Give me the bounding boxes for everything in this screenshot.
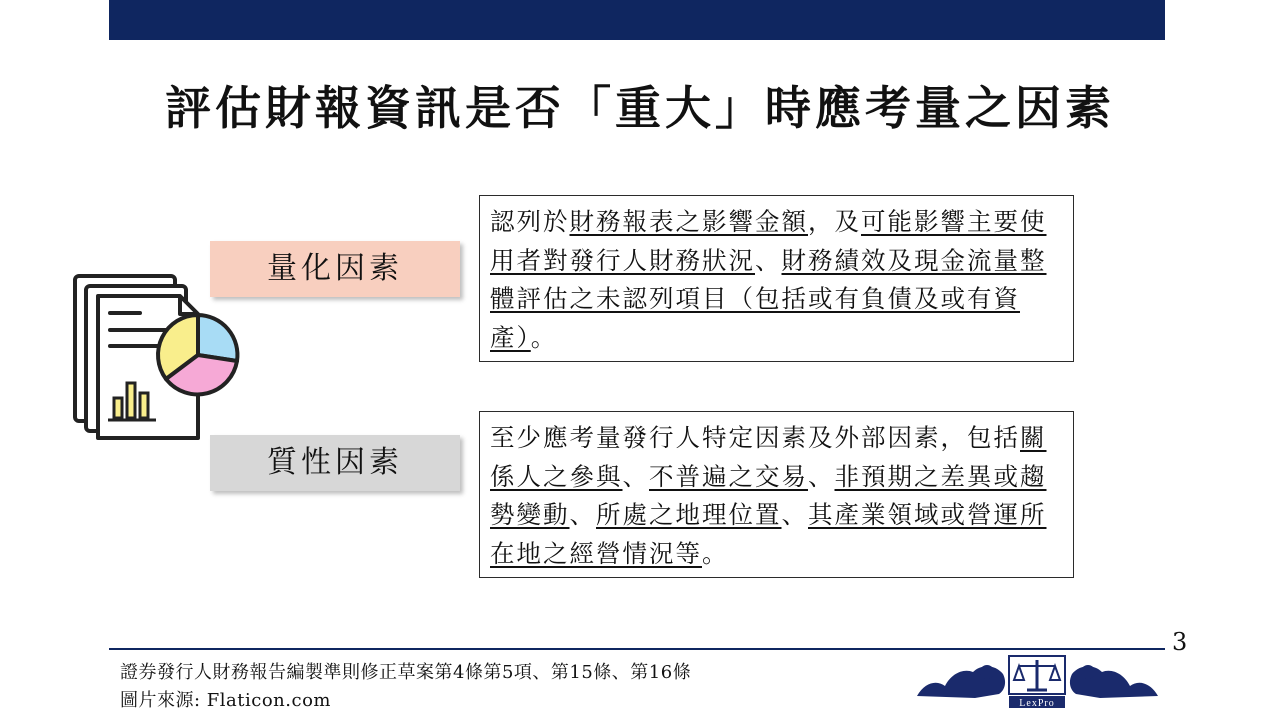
underlined-term: 財務報表之影響金額 xyxy=(569,207,808,236)
text-segment: 、 xyxy=(569,500,596,529)
logo-text: LexPro xyxy=(1019,698,1055,709)
header-bar xyxy=(109,0,1165,40)
underlined-term: 關係人之參與 xyxy=(490,423,1047,491)
quantitative-factors-description xyxy=(479,195,1074,362)
qualitative-factors-description xyxy=(479,411,1074,578)
underlined-term: 不普遍之交易 xyxy=(649,461,808,491)
underlined-term: 財務績效及現金流量整體評估之未認列項目（包括或有負債及或有資產） xyxy=(490,245,1047,352)
underlined-term: 其產業領域或營運所在地之經營情況等 xyxy=(490,500,1047,568)
text-segment: 至少應考量發行人特定因素及外部因素，包括 xyxy=(490,423,1020,452)
footer-divider xyxy=(109,648,1165,650)
text-segment: 、 xyxy=(781,500,808,529)
underlined-term: 所處之地理位置 xyxy=(596,500,782,529)
slide-title: 評估財報資訊是否「重大」時應考量之因素 xyxy=(165,81,1115,135)
text-segment: 、 xyxy=(622,461,649,491)
quantitative-factors-label: 量化因素 xyxy=(210,241,460,297)
image-credit: 圖片來源: Flaticon.com xyxy=(120,690,331,711)
qualitative-factors-label: 質性因素 xyxy=(210,435,460,491)
text-segment: 。 xyxy=(702,538,729,568)
text-segment: 、 xyxy=(808,461,835,491)
page-number: 3 xyxy=(1172,628,1188,656)
underlined-term: 非預期之差異或趨勢變動 xyxy=(490,461,1047,529)
text-segment: 、 xyxy=(755,245,782,275)
lexpro-logo xyxy=(915,652,1160,710)
text-segment: 認列於 xyxy=(490,207,570,236)
underlined-term: 可能影響主要使用者對發行人財務狀況 xyxy=(490,207,1047,275)
source-reference: 證券發行人財務報告編製準則修正草案第4條第5項、第15條、第16條 xyxy=(120,662,692,683)
text-segment: 。 xyxy=(530,322,558,352)
text-segment: ，及 xyxy=(808,207,861,236)
